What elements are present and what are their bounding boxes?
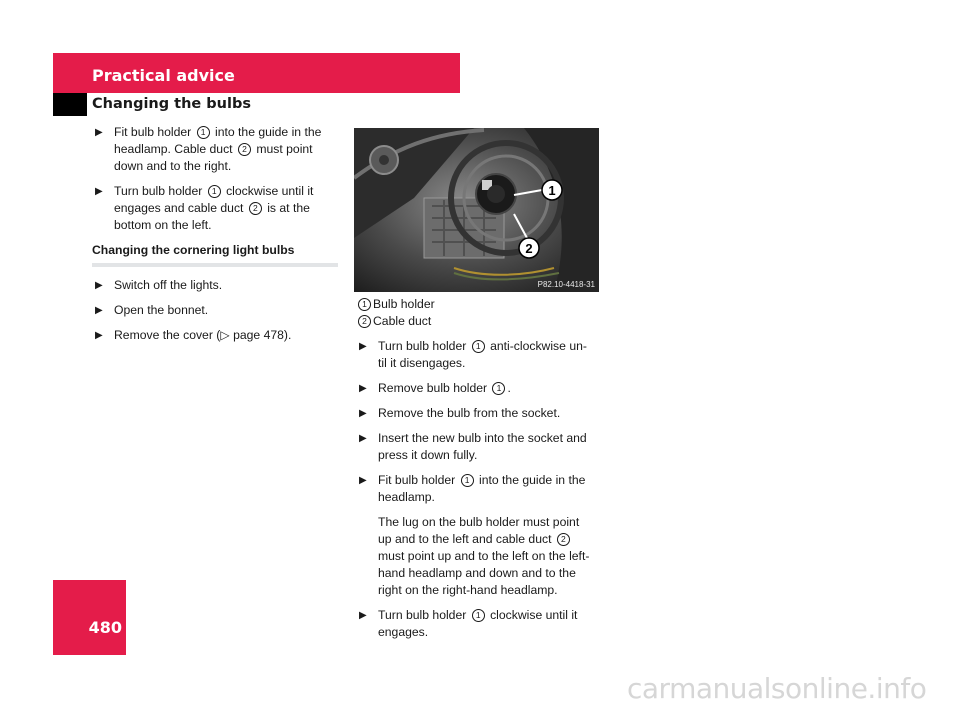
subheading: Changing the cornering light bulbs bbox=[92, 242, 338, 267]
figure-code: P82.10-4418-31 bbox=[537, 280, 595, 289]
callout-number: 2 bbox=[557, 533, 570, 546]
figure-legend-item: 2 Cable duct bbox=[356, 313, 606, 330]
right-column bbox=[356, 296, 606, 649]
arrow-right-icon: ▶ bbox=[95, 186, 103, 197]
arrow-right-icon: ▶ bbox=[95, 330, 103, 341]
instruction-step: ▶ Open the bonnet. bbox=[95, 303, 209, 317]
arrow-right-icon: ▶ bbox=[95, 305, 103, 316]
page-number-tab bbox=[53, 580, 126, 655]
instruction-step: ▶ Remove bulb holder 1 . bbox=[359, 381, 511, 395]
callout-label: 2 bbox=[525, 241, 533, 256]
instruction-step: ▶ Insert the new bulb into the socket and press it down fully. bbox=[359, 431, 587, 462]
callout-number: 1 bbox=[358, 298, 371, 311]
callout-number: 2 bbox=[358, 315, 371, 328]
headlamp-illustration bbox=[354, 128, 599, 292]
callout-label: 1 bbox=[548, 183, 556, 198]
note-paragraph: The lug on the bulb holder must point up and to the left and cable duct 2 must point up and to the left on the left- hand headlamp and down and to the right on the right-hand headlamp. bbox=[378, 515, 590, 597]
callout-number: 1 bbox=[208, 185, 221, 198]
left-column bbox=[92, 124, 342, 352]
instruction-step: ▶ Fit bulb holder 1 into the guide in the headlamp. Cable duct 2 must point down and to the right. bbox=[95, 125, 322, 173]
page-reference[interactable]: Remove the cover (▷ page 478). bbox=[114, 328, 292, 342]
arrow-right-icon: ▶ bbox=[359, 610, 367, 621]
headlamp-photo bbox=[354, 128, 599, 292]
arrow-right-icon: ▶ bbox=[359, 341, 367, 352]
arrow-right-icon: ▶ bbox=[359, 408, 367, 419]
instruction-step: ▶ Turn bulb holder 1 anti-clockwise un- til it disengages. bbox=[359, 339, 587, 370]
figure-legend-item: 1 Bulb holder bbox=[356, 296, 606, 313]
callout-number: 1 bbox=[461, 474, 474, 487]
arrow-right-icon: ▶ bbox=[95, 127, 103, 138]
page-number: 480 bbox=[88, 618, 122, 637]
callout-number: 1 bbox=[472, 609, 485, 622]
arrow-right-icon: ▶ bbox=[359, 383, 367, 394]
callout-number: 1 bbox=[472, 340, 485, 353]
page-title: Changing the bulbs bbox=[92, 96, 251, 112]
instruction-step bbox=[92, 327, 342, 344]
instruction-step: ▶ Switch off the lights. bbox=[95, 278, 223, 292]
arrow-right-icon: ▶ bbox=[95, 280, 103, 291]
instruction-step: ▶ Turn bulb holder 1 clockwise until it engages and cable duct 2 is at the bottom on the left. bbox=[95, 184, 314, 232]
instruction-step: ▶ Fit bulb holder 1 into the guide in the headlamp. bbox=[359, 473, 586, 504]
instruction-step: ▶ Turn bulb holder 1 clockwise until it engages. bbox=[359, 608, 578, 639]
section-marker bbox=[53, 93, 87, 116]
watermark: carmanualsonline.info bbox=[627, 672, 927, 705]
instruction-step: ▶ Remove the bulb from the socket. bbox=[359, 406, 561, 420]
callout-number: 1 bbox=[492, 382, 505, 395]
arrow-right-icon: ▶ bbox=[359, 475, 367, 486]
arrow-right-icon: ▶ bbox=[359, 433, 367, 444]
section-title: Practical advice bbox=[92, 66, 235, 85]
callout-number: 2 bbox=[249, 202, 262, 215]
callout-number: 2 bbox=[238, 143, 251, 156]
callout-number: 1 bbox=[197, 126, 210, 139]
